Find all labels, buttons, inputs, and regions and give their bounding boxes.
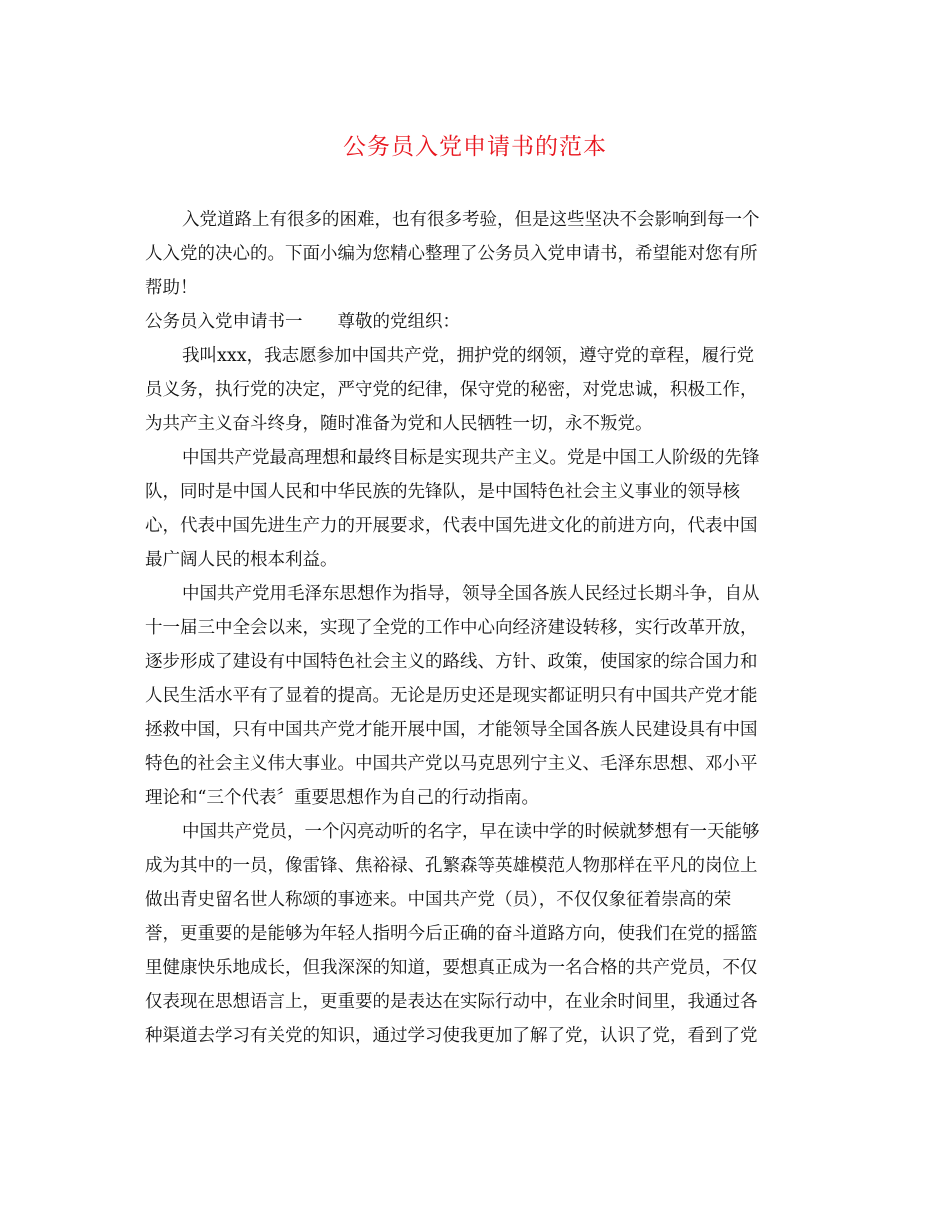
text-line: 种渠道去学习有关党的知识，通过学习使我更加了解了党，认识了党，看到了党 — [145, 1026, 758, 1046]
text-line: 我叫xxx，我志愿参加中国共产党，拥护党的纲领，遵守党的章程，履行党 — [182, 346, 755, 366]
text-line: 仅表现在思想语言上，更重要的是表达在实际行动中，在业余时间里，我通过各 — [145, 992, 758, 1012]
text-line: 人入党的决心的。下面小编为您精心整理了公务员入党申请书，希望能对您有所 — [145, 244, 758, 264]
text-line: 中国共产党用毛泽东思想作为指导，领导全国各族人民经过长期斗争，自从 — [182, 584, 760, 604]
text-line: 队，同时是中国人民和中华民族的先锋队，是中国特色社会主义事业的领导核 — [145, 482, 740, 502]
text-line: 公务员入党申请书一 尊敬的党组织： — [145, 312, 460, 332]
text-line: 逐步形成了建设有中国特色社会主义的路线、方针、政策，使国家的综合国力和 — [145, 652, 758, 672]
text-line: 员义务，执行党的决定，严守党的纪律，保守党的秘密，对党忠诚，积极工作， — [145, 380, 758, 400]
text-line: 人民生活水平有了显着的提高。无论是历史还是现实都证明只有中国共产党才能 — [145, 686, 758, 706]
text-line: 帮助！ — [145, 278, 198, 298]
text-line: 誉，更重要的是能够为年轻人指明今后正确的奋斗道路方向，使我们在党的摇篮 — [145, 924, 758, 944]
text-line: 最广阔人民的根本利益。 — [145, 550, 338, 570]
text-line: 入党道路上有很多的困难，也有很多考验，但是这些坚决不会影响到每一个 — [182, 210, 760, 230]
text-line: 理论和“三个代表〞重要思想作为自己的行动指南。 — [145, 788, 539, 808]
text-line: 十一届三中全会以来，实现了全党的工作中心向经济建设转移，实行改革开放， — [145, 618, 758, 638]
text-line: 中国共产党最高理想和最终目标是实现共产主义。党是中国工人阶级的先锋 — [182, 448, 760, 468]
text-line: 成为其中的一员，像雷锋、焦裕禄、孔繁森等英雄模范人物那样在平凡的岗位上 — [145, 856, 758, 876]
text-line: 拯救中国，只有中国共产党才能开展中国，才能领导全国各族人民建设具有中国 — [145, 720, 758, 740]
text-line: 做出青史留名世人称颂的事迹来。中国共产党（员），不仅仅象征着崇高的荣 — [145, 890, 732, 910]
text-line: 特色的社会主义伟大事业。中国共产党以马克思列宁主义、毛泽东思想、邓小平 — [145, 754, 758, 774]
document-body — [145, 203, 805, 1053]
text-line: 里健康快乐地成长，但我深深的知道，要想真正成为一名合格的共产党员，不仅 — [145, 958, 758, 978]
document-title: 公务员入党申请书的范本 — [343, 134, 607, 160]
text-line: 中国共产党员，一个闪亮动听的名字，早在读中学的时候就梦想有一天能够 — [182, 822, 760, 842]
text-line: 为共产主义奋斗终身，随时准备为党和人民牺牲一切，永不叛党。 — [145, 414, 653, 434]
text-line: 心，代表中国先进生产力的开展要求，代表中国先进文化的前进方向，代表中国 — [145, 516, 758, 536]
